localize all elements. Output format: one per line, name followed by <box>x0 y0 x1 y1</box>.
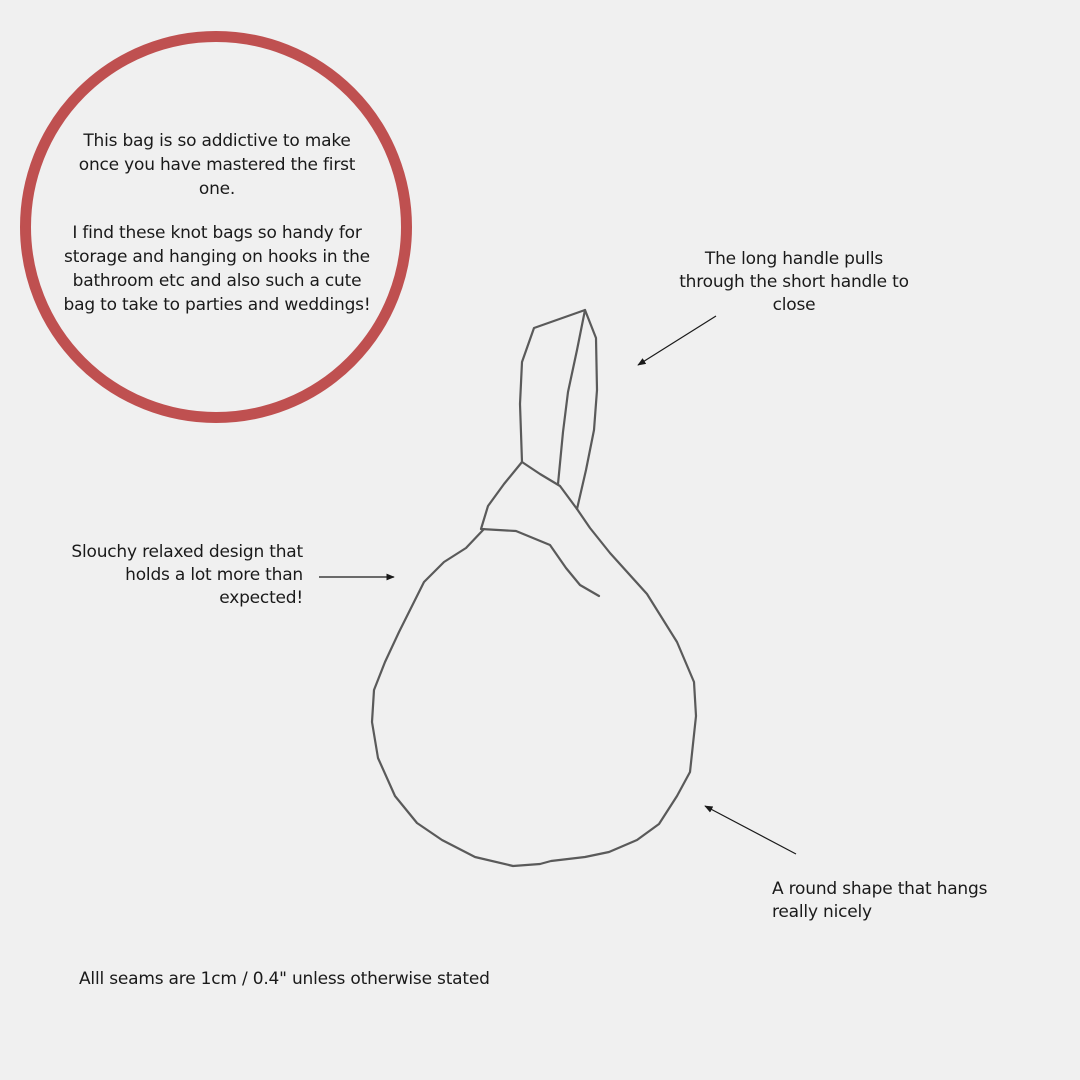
intro-paragraph-1: This bag is so addictive to make once you have mastered the first one. <box>78 131 356 199</box>
long-handle-inner-edge <box>558 310 585 484</box>
intro-paragraph-2: I find these knot bags so handy for storage and hanging on hooks in the bathroom etc and also such a cute bag to take to parties and weddings! <box>63 223 371 315</box>
handle-arrow <box>638 316 716 365</box>
handle-annotation: The long handle pulls through the short handle to close <box>679 249 909 315</box>
bag-body-outline <box>372 509 696 866</box>
seams-note: Alll seams are 1cm / 0.4" unless otherwise stated <box>79 969 490 989</box>
knot-fold-line <box>522 462 577 509</box>
slouchy-annotation: Slouchy relaxed design that holds a lot more than expected! <box>71 542 303 608</box>
round-arrow <box>705 806 796 854</box>
round-annotation: A round shape that hangs really nicely <box>772 879 988 922</box>
knot-outline <box>481 462 599 596</box>
